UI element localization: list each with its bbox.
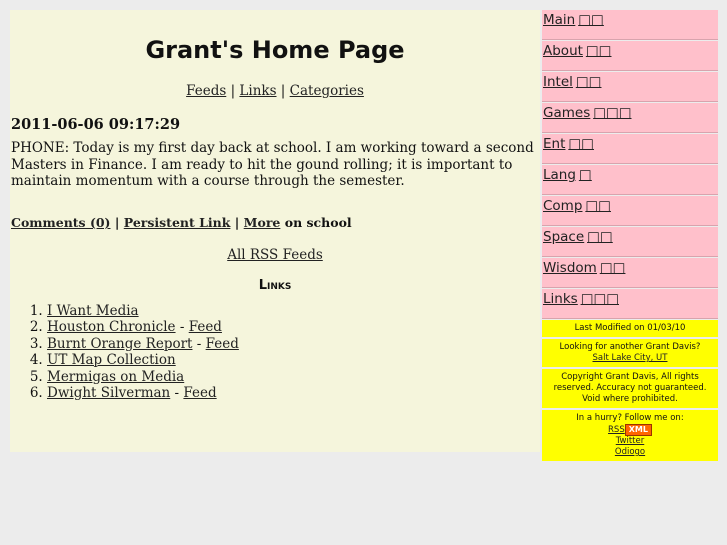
link-separator: - [170, 385, 184, 402]
post-date: 2011-06-06 09:17:29 [11, 116, 181, 133]
sidebar-item-space[interactable] [542, 227, 718, 257]
nav-separator: | [276, 83, 290, 99]
list-item [47, 319, 239, 335]
xml-badge-icon[interactable]: XML [625, 424, 652, 436]
link-item[interactable]: Dwight Silverman [47, 385, 171, 402]
meta-suffix: on school [280, 215, 352, 230]
links-heading: Links [258, 278, 292, 293]
links-list [10, 303, 239, 401]
persistent-link[interactable]: Persistent Link [123, 215, 231, 230]
copyright-text: Copyright Grant Davis, All rights reserved. Accuracy not guaranteed. Void where prohibited. [553, 372, 707, 404]
more-link[interactable]: More [243, 215, 281, 230]
sidebar-item-label: Intel [543, 74, 573, 90]
feed-link[interactable]: Feed [188, 319, 222, 336]
sidebar-item-label: Ent [543, 136, 566, 152]
sidebar-item-label: Links [543, 291, 578, 307]
sidebar-item-label: Comp [543, 198, 583, 214]
sidebar-item-glyph: □□ [587, 229, 613, 245]
top-nav [10, 83, 540, 99]
sidebar-item-glyph: □ [578, 167, 592, 183]
link-item[interactable]: Burnt Orange Report [47, 335, 193, 352]
list-item [47, 303, 239, 319]
sidebar-item-label: Games [543, 105, 591, 121]
last-modified-text: Last Modified on 01/03/10 [574, 323, 686, 333]
list-item [47, 385, 239, 401]
last-modified-box [542, 320, 718, 337]
sidebar-item-about[interactable] [542, 41, 718, 71]
sidebar-item-label: Space [543, 229, 585, 245]
sidebar-item-games[interactable] [542, 103, 718, 133]
link-item[interactable]: Mermigas on Media [47, 368, 185, 385]
list-item [47, 369, 239, 385]
sidebar-item-intel[interactable] [542, 72, 718, 102]
post-meta [11, 215, 352, 230]
twitter-link[interactable]: Twitter [615, 436, 645, 446]
link-separator: - [175, 319, 189, 336]
sidebar-item-main[interactable] [542, 10, 718, 40]
odiogo-link[interactable]: Odiogo [614, 447, 646, 457]
link-separator: - [192, 335, 206, 352]
sidebar-item-glyph: □□ [568, 136, 594, 152]
sidebar-item-comp[interactable] [542, 196, 718, 226]
other-grant-box [542, 339, 718, 367]
sidebar-item-glyph: □□ [575, 74, 602, 90]
feed-link[interactable]: Feed [183, 385, 217, 402]
links-link[interactable]: Links [239, 83, 277, 99]
sidebar-item-links[interactable] [542, 289, 718, 319]
list-item [47, 352, 239, 368]
rss-link[interactable]: RSS [608, 425, 625, 435]
meta-separator: | [110, 215, 124, 230]
feeds-link[interactable]: Feeds [186, 83, 227, 99]
sidebar-item-glyph: □□ [599, 260, 626, 276]
sidebar-item-glyph: □□ [578, 12, 604, 28]
meta-separator: | [230, 215, 244, 230]
categories-link[interactable]: Categories [289, 83, 364, 99]
link-item[interactable]: Houston Chronicle [47, 319, 176, 336]
all-rss-section [10, 247, 540, 263]
copyright-box [542, 369, 718, 408]
salt-lake-link[interactable]: Salt Lake City, UT [592, 353, 668, 363]
main-content [10, 10, 540, 452]
sidebar-item-label: Wisdom [543, 260, 597, 276]
sidebar-item-lang[interactable] [542, 165, 718, 195]
sidebar-item-ent[interactable] [542, 134, 718, 164]
looking-text: Looking for another Grant Davis? [559, 342, 701, 352]
follow-box [542, 410, 718, 461]
sidebar-item-wisdom[interactable] [542, 258, 718, 288]
sidebar-item-label: Main [543, 12, 576, 28]
post-body: PHONE: Today is my first day back at school. I am working toward a second Masters in Finance. I am ready to hit the gound rolling; it is important to maintain momentum with a course through the semester. [11, 140, 534, 189]
sidebar-item-glyph: □□ [585, 43, 612, 59]
feed-link[interactable]: Feed [205, 335, 239, 352]
sidebar-item-glyph: □□ [585, 198, 611, 214]
link-item[interactable]: I Want Media [47, 303, 139, 319]
nav-separator: | [226, 83, 240, 99]
sidebar-item-label: Lang [543, 167, 576, 183]
all-rss-link[interactable]: All RSS Feeds [227, 247, 323, 263]
sidebar-item-label: About [543, 43, 583, 59]
list-item [47, 336, 239, 352]
link-item[interactable]: UT Map Collection [47, 352, 176, 369]
comments-link[interactable]: Comments (0) [11, 215, 111, 230]
hurry-text: In a hurry? Follow me on: [576, 413, 684, 423]
sidebar [542, 10, 718, 463]
page-title: Grant's Home Page [145, 36, 405, 64]
sidebar-item-glyph: □□□ [580, 291, 619, 307]
sidebar-item-glyph: □□□ [593, 105, 632, 121]
